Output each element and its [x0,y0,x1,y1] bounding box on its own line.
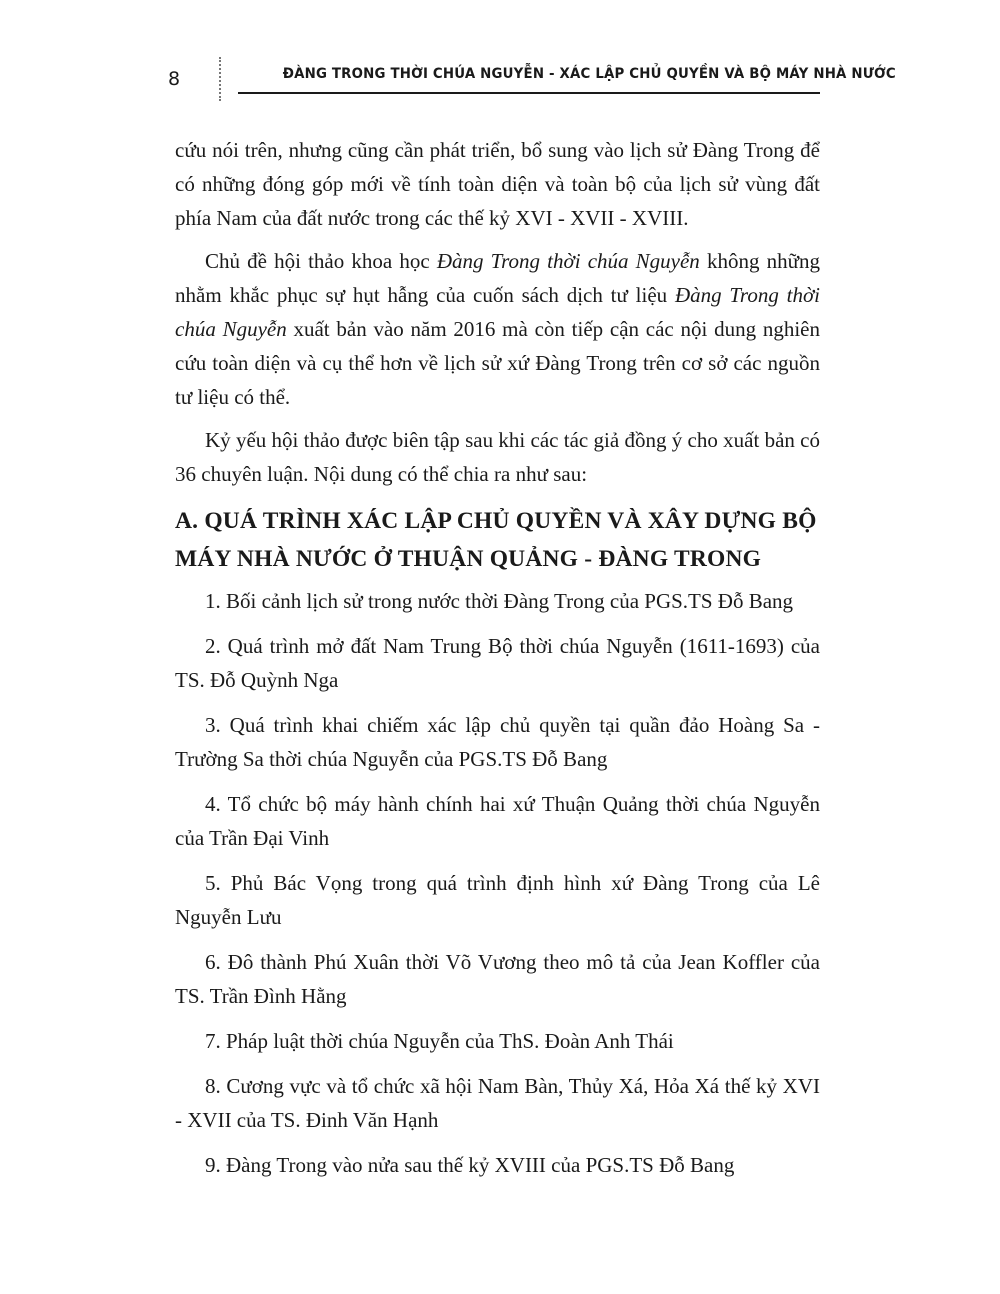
book-title-italic-2: Đàng Trong thời chúa Nguyễn [175,283,820,341]
list-item: 8. Cương vực và tổ chức xã hội Nam Bàn, Thủy Xá, Hỏa Xá thế kỷ XVI - XVII của TS. Đinh Văn Hạnh [175,1074,820,1132]
page-number: 8 [168,68,181,90]
paragraph-topic-text-c: không những nhằm khắc phục sự hụt hẫng của cuốn sách dịch tư liệu [175,249,820,307]
list-item: 9. Đàng Trong vào nửa sau thế kỷ XVIII của PGS.TS Đỗ Bang [205,1153,735,1177]
paragraph-continued: cứu nói trên, nhưng cũng cần phát triển, bổ sung vào lịch sử Đàng Trong để có những đóng góp mới về tính toàn diện và toàn bộ của lịch sử vùng đất phía Nam của đất nước trong các thế kỷ XVI - XVII - XVIII. [175,138,820,230]
list-item: 2. Quá trình mở đất Nam Trung Bộ thời chúa Nguyễn (1611-1693) của TS. Đỗ Quỳnh Nga [175,634,820,692]
list-item: 1. Bối cảnh lịch sử trong nước thời Đàng Trong của PGS.TS Đỗ Bang [205,589,794,613]
paragraph-topic [175,244,820,414]
section-a-heading: A. QUÁ TRÌNH XÁC LẬP CHỦ QUYỀN VÀ XÂY DỰNG BỘ MÁY NHÀ NƯỚC Ở THUẬN QUẢNG - ĐÀNG TRONG [175,508,817,572]
list-item: 3. Quá trình khai chiếm xác lập chủ quyền tại quần đảo Hoàng Sa - Trường Sa thời chúa Nguyễn của PGS.TS Đỗ Bang [175,713,820,771]
header-horizontal-rule [238,92,820,94]
list-item: 7. Pháp luật thời chúa Nguyễn của ThS. Đoàn Anh Thái [205,1029,674,1053]
body-text [175,133,820,1193]
paragraph-topic-text-a: Chủ đề hội thảo khoa học [205,249,437,273]
running-head [0,0,1000,110]
running-title: ĐÀNG TRONG THỜI CHÚA NGUYỄN - XÁC LẬP CHỦ QUYỀN VÀ BỘ MÁY NHÀ NƯỚC [282,66,896,82]
list-item: 4. Tổ chức bộ máy hành chính hai xứ Thuận Quảng thời chúa Nguyễn của Trần Đại Vinh [175,792,820,850]
book-title-italic: Đàng Trong thời chúa Nguyễn [436,249,700,273]
header-vertical-rule [219,57,221,101]
paragraph-proceedings: Kỷ yếu hội thảo được biên tập sau khi các tác giả đồng ý cho xuất bản có 36 chuyên luận. Nội dung có thể chia ra như sau: [175,428,820,486]
list-item: 6. Đô thành Phú Xuân thời Võ Vương theo mô tả của Jean Koffler của TS. Trần Đình Hằng [175,950,820,1008]
list-item: 5. Phủ Bác Vọng trong quá trình định hình xứ Đàng Trong của Lê Nguyễn Lưu [175,871,820,929]
paragraph-topic-text-e: xuất bản vào năm 2016 mà còn tiếp cận các nội dung nghiên cứu toàn diện và cụ thể hơn về lịch sử xứ Đàng Trong trên cơ sở các nguồn tư liệu có thể. [175,317,820,409]
